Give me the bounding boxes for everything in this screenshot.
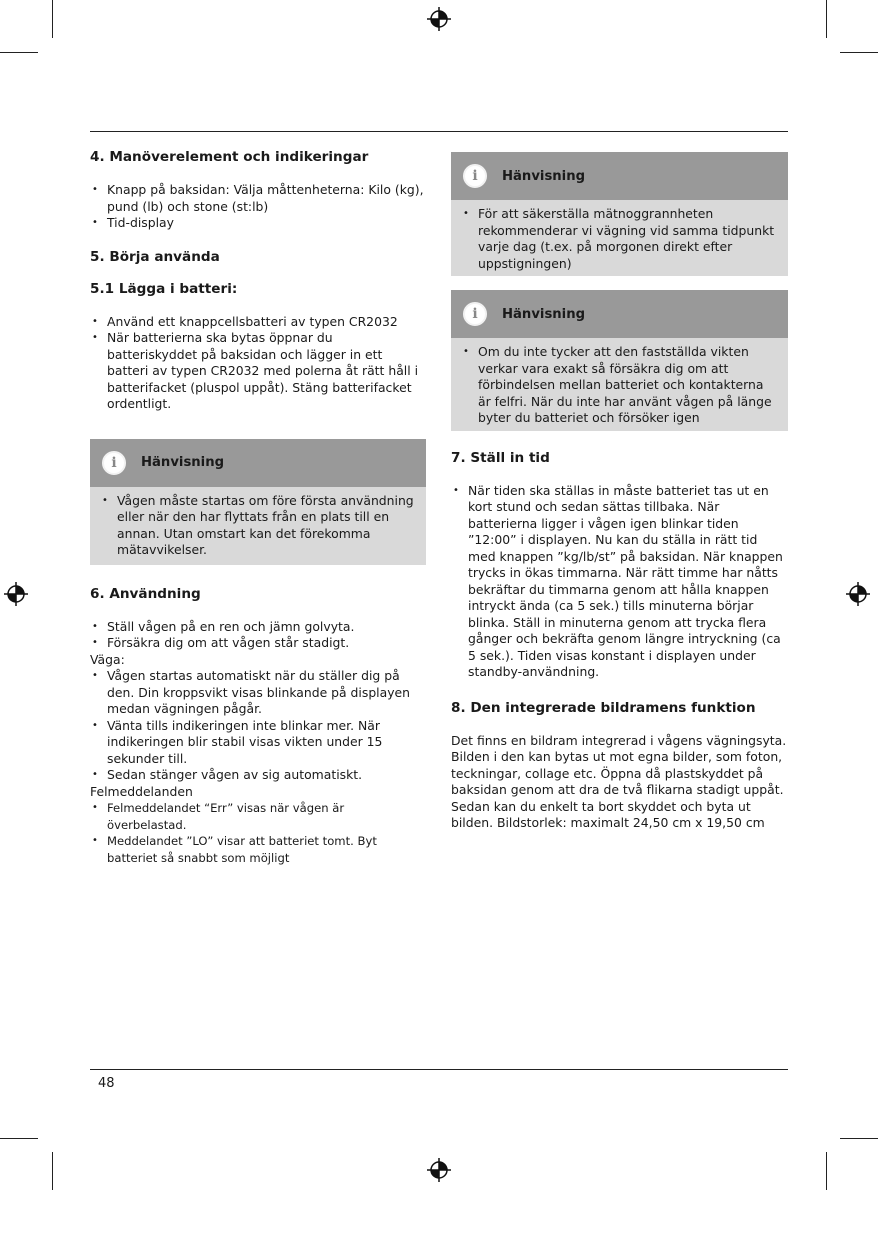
list-item: • Tid-display xyxy=(90,215,426,232)
list-item: • När tiden ska ställas in måste batteriet tas ut en kort stund och sedan sättas tillbaka. När batterierna ligger i vågen igen blinkar tiden ”12:00” i displayen. Nu kan du ställa in rätt tid med knappen ”kg/lb/st” på baksidan. När knappen trycks in ökas timmarna. När rätt timme har nåtts bekräftar du timmarna genom att hålla knappen intryckt ända (ca 5 sek.) tills minuterna börjar blinka. Ställ in minuterna genom att trycka flera gånger och bekräfta genom längre intryckning (ca 5 sek.). Tiden visas konstant i displayen under standby-användning. xyxy=(451,483,788,681)
list-item: • Använd ett knappcellsbatteri av typen CR2032 xyxy=(90,314,426,331)
note-header xyxy=(90,439,426,487)
registration-mark-icon xyxy=(4,582,28,606)
list-item: • Ställ vågen på en ren och jämn golvyta. xyxy=(90,619,426,636)
crop-mark xyxy=(826,0,827,38)
section-6-list-c xyxy=(90,800,426,866)
list-item: • Meddelandet ”LO” visar att batteriet tomt. Byt batteriet så snabbt som möjligt xyxy=(90,833,426,866)
note-title: Hänvisning xyxy=(502,306,586,322)
note-body xyxy=(90,487,426,565)
crop-mark xyxy=(52,0,53,38)
info-icon: i xyxy=(463,302,487,326)
note-title: Hänvisning xyxy=(502,168,586,184)
note-text: • För att säkerställa mätnoggrannheten rekommenderar vi vägning vid samma tidpunkt varje dag (t.ex. på morgonen direkt efter uppstigningen) xyxy=(461,206,778,272)
crop-mark xyxy=(826,1152,827,1190)
section-5-title: 5. Börja använda xyxy=(90,248,220,265)
section-6-title: 6. Användning xyxy=(90,585,201,602)
note-box xyxy=(90,439,426,565)
crop-mark xyxy=(840,1138,878,1139)
crop-mark xyxy=(52,1152,53,1190)
list-item: • När batterierna ska bytas öppnar du batteriskyddet på baksidan och lägger in ett batteri av typen CR2032 med polerna åt rätt håll i batterifacket (pluspol uppåt). Stäng batterifacket ordentligt. xyxy=(90,330,426,413)
list-item: • Felmeddelandet “Err” visas när vågen är överbelastad. xyxy=(90,800,426,833)
note-text: • Om du inte tycker att den fastställda vikten verkar vara exakt så försäkra dig om att förbindelsen mellan batteriet och kontakterna är felfri. När du inte har använt vågen på länge byter du batteriet och försöker igen xyxy=(461,344,778,427)
crop-mark xyxy=(0,1138,38,1139)
note-text: • Vågen måste startas om före första användning eller när den har flyttats från en plats till en annan. Utan omstart kan det förekomma mätavvikelser. xyxy=(100,493,416,559)
section-8-paragraph: Det finns en bildram integrerad i vågens vägningsyta. Bilden i den kan bytas ut mot egna bilder, som foton, teckningar, collage etc. Öppna då plastskyddet på baksidan genom att dra de två flikarna stadigt uppåt. Sedan kan du enkelt ta bort skyddet och byta ut bilden. Bildstorlek: maximalt 24,50 cm x 19,50 cm xyxy=(451,732,787,830)
section-6-list-b xyxy=(90,668,426,784)
note-title: Hänvisning xyxy=(141,455,225,470)
note-box xyxy=(451,290,788,431)
section-5-1-title: 5.1 Lägga i batteri: xyxy=(90,280,238,297)
info-icon: i xyxy=(463,164,487,188)
note-header xyxy=(451,152,788,200)
errors-label: Felmeddelanden xyxy=(90,783,193,799)
list-item: • Försäkra dig om att vågen står stadigt. xyxy=(90,635,426,652)
list-item: • Vänta tills indikeringen inte blinkar mer. När indikeringen blir stabil visas vikten under 15 sekunder till. xyxy=(90,718,426,768)
list-item: • Knapp på baksidan: Välja måttenheterna: Kilo (kg), pund (lb) och stone (st:lb) xyxy=(90,182,426,215)
section-6-list-a xyxy=(90,619,426,652)
section-4-list xyxy=(90,182,426,232)
list-item: • Sedan stänger vågen av sig automatiskt. xyxy=(90,767,426,784)
note-body xyxy=(451,338,788,431)
registration-mark-icon xyxy=(427,7,451,31)
info-icon: i xyxy=(102,451,126,475)
header-rule xyxy=(90,131,788,132)
note-box xyxy=(451,152,788,276)
section-5-1-list xyxy=(90,314,426,413)
section-7-list xyxy=(451,483,788,681)
note-header xyxy=(451,290,788,338)
section-8-title: 8. Den integrerade bildramens funktion xyxy=(451,699,756,716)
page-number: 48 xyxy=(98,1076,115,1091)
section-7-title: 7. Ställ in tid xyxy=(451,449,550,466)
footer-rule xyxy=(90,1069,788,1070)
registration-mark-icon xyxy=(427,1158,451,1182)
left-column xyxy=(90,148,426,866)
note-body xyxy=(451,200,788,276)
right-column xyxy=(451,152,788,832)
list-item: • Vågen startas automatiskt när du ställer dig på den. Din kroppsvikt visas blinkande på displayen medan vägningen pågår. xyxy=(90,668,426,718)
section-4-title: 4. Manöverelement och indikeringar xyxy=(90,149,369,165)
weigh-label: Väga: xyxy=(90,651,125,667)
crop-mark xyxy=(840,52,878,53)
crop-mark xyxy=(0,52,38,53)
registration-mark-icon xyxy=(846,582,870,606)
